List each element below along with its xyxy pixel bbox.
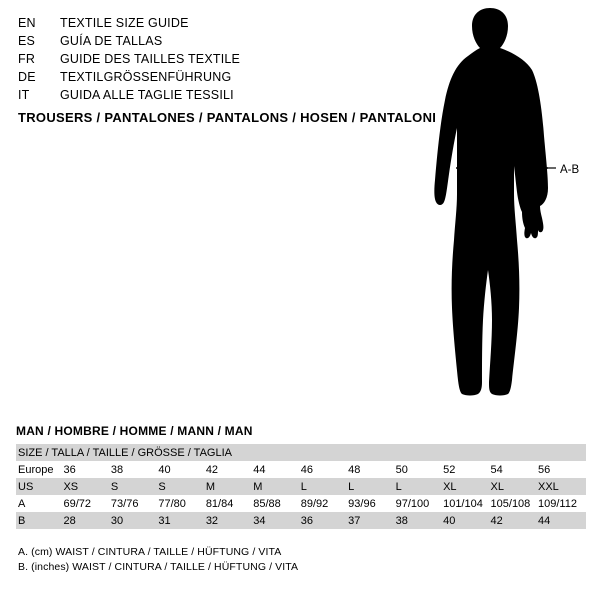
cell: 44 xyxy=(537,514,551,527)
row-label: A xyxy=(18,497,26,510)
language-code: DE xyxy=(18,70,36,84)
language-code: IT xyxy=(18,88,30,102)
male-silhouette-icon xyxy=(400,8,600,408)
table-row xyxy=(16,512,586,529)
language-text: TEXTILE SIZE GUIDE xyxy=(60,16,189,30)
table-row xyxy=(16,478,586,495)
row-label: US xyxy=(18,480,34,493)
cell: S xyxy=(110,480,119,493)
cell: 42 xyxy=(490,514,503,527)
language-text: GUIDA ALLE TAGLIE TESSILI xyxy=(60,88,234,102)
cell: 36 xyxy=(63,463,76,476)
measure-label-ab: A-B xyxy=(560,164,580,176)
row-label: B xyxy=(18,514,26,527)
cell: 40 xyxy=(158,463,171,476)
cell: 54 xyxy=(490,463,503,476)
language-code: FR xyxy=(18,52,36,66)
language-text: GUIDE DES TAILLES TEXTILE xyxy=(60,52,241,66)
cell: 42 xyxy=(205,463,219,476)
language-text: TEXTILGRÖSSENFÜHRUNG xyxy=(60,70,232,84)
cell: 31 xyxy=(158,514,171,527)
cell: 34 xyxy=(253,514,266,527)
cell: 44 xyxy=(253,463,266,476)
cell: 32 xyxy=(205,514,219,527)
category-title: TROUSERS / PANTALONES / PANTALONS / HOSEN / PANTALONI xyxy=(18,110,437,125)
cell: 28 xyxy=(63,514,76,527)
language-code: EN xyxy=(18,16,36,30)
cell: L xyxy=(300,480,307,493)
cell: 97/100 xyxy=(395,497,430,510)
legend-line-b: B. (inches) WAIST / CINTURA / TAILLE / HÜFTUNG / VITA xyxy=(18,561,299,573)
cell: M xyxy=(253,480,263,493)
cell: 30 xyxy=(110,514,124,527)
cell: S xyxy=(158,480,166,493)
cell: M xyxy=(205,480,215,493)
cell: 40 xyxy=(443,514,456,527)
cell: 56 xyxy=(537,463,551,476)
cell: 93/96 xyxy=(348,497,376,510)
cell: 37 xyxy=(348,514,361,527)
table-row xyxy=(16,461,586,478)
language-row xyxy=(18,86,418,104)
size-table xyxy=(16,444,586,529)
row-label: Europe xyxy=(18,463,54,476)
language-row xyxy=(18,68,418,86)
cell: 48 xyxy=(348,463,361,476)
language-row xyxy=(18,14,418,32)
cell: 46 xyxy=(300,463,313,476)
size-table-block xyxy=(16,424,586,529)
language-row xyxy=(18,50,418,68)
language-text: GUÍA DE TALLAS xyxy=(60,34,163,48)
figure-illustration xyxy=(400,8,600,408)
cell: 52 xyxy=(443,463,456,476)
cell: 50 xyxy=(395,463,408,476)
cell: L xyxy=(348,480,355,493)
legend-block xyxy=(18,545,298,575)
cell: 109/112 xyxy=(537,497,577,510)
cell: XXL xyxy=(537,480,559,493)
table-title: MAN / HOMBRE / HOMME / MANN / MAN xyxy=(16,424,253,438)
cell: XL xyxy=(490,480,504,493)
cell: 85/88 xyxy=(253,497,281,510)
cell: L xyxy=(395,480,402,493)
cell: 81/84 xyxy=(205,497,234,510)
cell: 36 xyxy=(300,514,313,527)
table-row xyxy=(16,495,586,512)
cell: 73/76 xyxy=(110,497,139,510)
cell: 77/80 xyxy=(158,497,186,510)
table-header-label: SIZE / TALLA / TAILLE / GRÖSSE / TAGLIA xyxy=(18,446,232,459)
cell: 38 xyxy=(395,514,408,527)
language-row xyxy=(18,32,418,50)
cell: 89/92 xyxy=(300,497,329,510)
cell: 38 xyxy=(110,463,124,476)
cell: XL xyxy=(443,480,457,493)
language-header-block xyxy=(18,14,418,104)
cell: 105/108 xyxy=(490,497,531,510)
cell: 101/104 xyxy=(443,497,483,510)
cell: 69/72 xyxy=(63,497,91,510)
table-header-row xyxy=(16,444,586,461)
legend-line-a: A. (cm) WAIST / CINTURA / TAILLE / HÜFTUNG / VITA xyxy=(18,546,282,558)
cell: XS xyxy=(63,480,79,493)
language-code: ES xyxy=(18,34,36,48)
